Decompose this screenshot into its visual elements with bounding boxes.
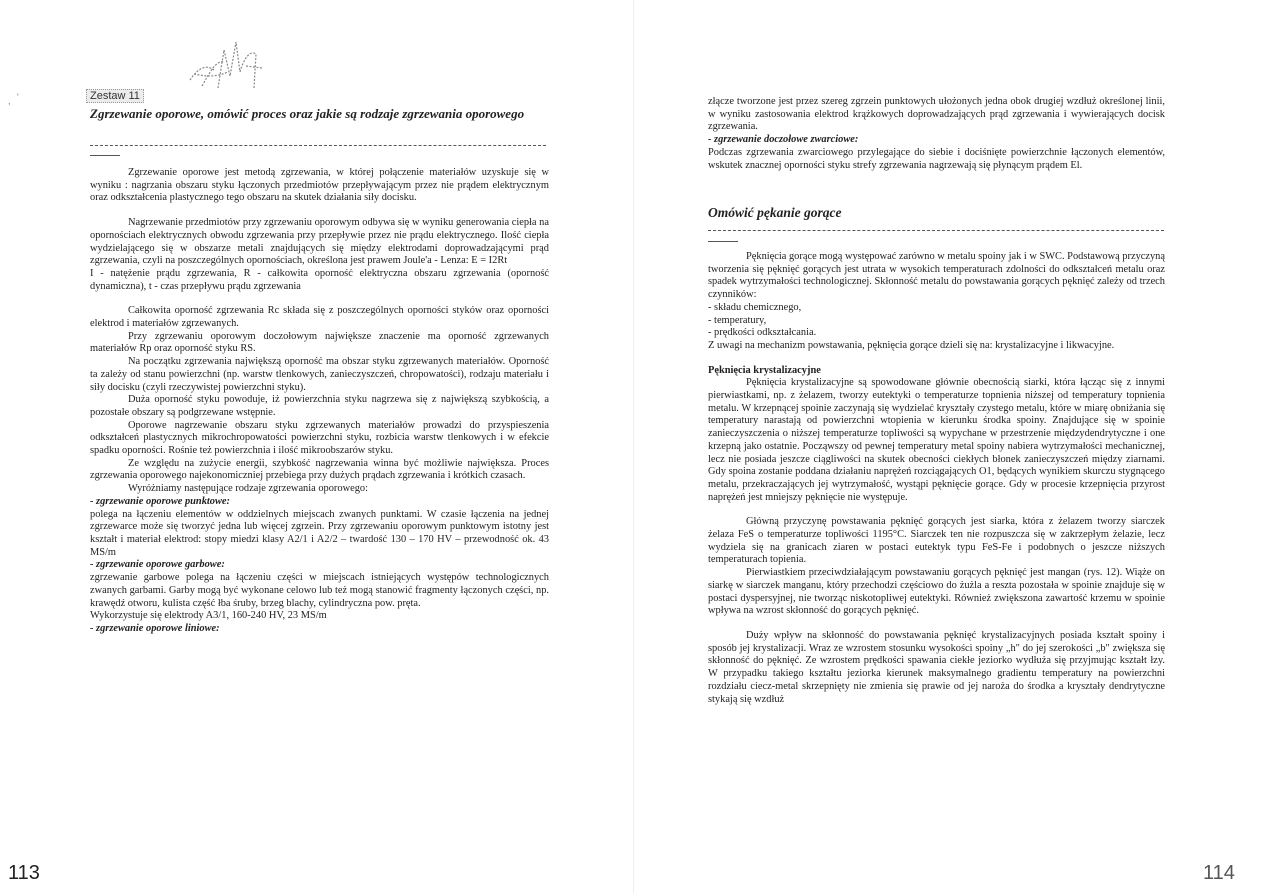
paragraph: polega na łączeniu elementów w oddzielnych miejscach zwanych punktami. W czasie łączenia na jednej zgrzewarce może się tworzyć jedna lub więcej zgrzein. Przy zgrzewaniu oporowym punktowym istotny jest kształt i materiał elektrod: stopy miedzi klasy A2/1 i A2/2 – twardość 130 – 170 HV – przewodność ok. 43 MS/m bbox=[90, 508, 549, 558]
subheading-garbowe: - zgrzewanie oporowe garbowe: bbox=[90, 559, 225, 571]
page-heading: Zgrzewanie oporowe, omówić proces oraz jakie są rodzaje zgrzewania oporowego bbox=[90, 106, 525, 121]
page-number-right: 114 bbox=[1203, 862, 1235, 884]
short-rule bbox=[708, 241, 738, 242]
paragraph: Duża oporność styku powoduje, iż powierzchnia styku nagrzewa się z największą szybkością, a pozostałe obszary są podgrzewane wstępnie. bbox=[90, 394, 549, 418]
list-item: - prędkości odkształcania. bbox=[708, 327, 817, 339]
short-rule bbox=[90, 155, 120, 156]
subheading-liniowe: - zgrzewanie oporowe liniowe: bbox=[90, 622, 220, 634]
set-label: Zestaw 11 bbox=[86, 89, 144, 103]
paragraph: Pęknięcia krystalizacyjne są spowodowane głównie obecnością siarki, która łącząc się z innymi pierwiastkami, np. z żelazem, tworzy eutektyki o temperaturze topnienia niższej od temperatury topnienia metalu. W krzepnącej spoinie zaczynają się wydzielać kryształy czystego metalu, które w miarę obniżania się temperatury narastają od powierzchni wtopienia w kierunku środka spoiny. Znajdujące się w spoinie zanieczyszczenia o niższej temperaturze topliwości są wypychane w przestrzenie międzydendrytyczne i one krzepną jako ostatnie. Począwszy od pewnej temperatury metal spoiny nabiera wytrzymałości mechanicznej, lecz nie posiada jeszcze ciągliwości na skutek obecności ciekłych błonek zanieczyszczeń między ziarnami. Gdy spoina zostanie poddana działaniu naprężeń rozciągających O1, będących wynikiem skurczu stygnącego metalu, przekraczających jej wytrzymałość, wystąpi pęknięcie gorące. Gdy w procesie krzepnięcia przyrost naprężeń jest mniejszy pęknięcie nie występuje. bbox=[708, 377, 1165, 503]
subsection-title: Pęknięcia krystalizacyjne bbox=[708, 364, 821, 376]
paragraph: Z uwagi na mechanizm powstawania, pęknięcia gorące dzieli się na: krystalizacyjne i likwacyjne. bbox=[708, 339, 1115, 351]
list-item: - temperatury, bbox=[708, 314, 767, 326]
subheading-doczolowe: - zgrzewanie doczołowe zwarciowe: bbox=[708, 134, 859, 146]
paragraph: Wykorzystuje się elektrody A3/1, 160-240 HV, 23 MS/m bbox=[90, 610, 327, 622]
paragraph: złącze tworzone jest przez szereg zgrzein punktowych ułożonych jedna obok drugiej wzdłuż określonej linii, w wyniku zastosowania elektrod krążkowych doprowadzających prąd zgrzewania i wywierających docisk zgrzewania. bbox=[708, 96, 1165, 133]
subheading-punktowe: - zgrzewanie oporowe punktowe: bbox=[90, 495, 230, 507]
scan-mark: , bbox=[8, 96, 11, 106]
paragraph: Przy zgrzewaniu oporowym doczołowym największe znaczenie ma oporność zgrzewanych materiałów Rp oraz oporność styku RS. bbox=[90, 330, 549, 355]
right-top-column bbox=[708, 96, 1165, 172]
page-number-left: 113 bbox=[8, 862, 40, 884]
paragraph: Na początku zgrzewania największą oporność ma obszar styku zgrzewanych materiałów. Oporność ta zależy od stanu powierzchni (np. warstw tlenkowych, zanieczyszczeń, chropowatości), rodzaju materiału i siły docisku (czyli rzeczywistej powierzchni styku). bbox=[90, 356, 549, 393]
paragraph: Główną przyczynę powstawania pęknięć gorących jest siarka, która z żelazem tworzy siarczek żelaza FeS o temperaturze topliwości 1195°C. Siarczek ten nie rozpuszcza się w zakrzepłym żelazie, lecz wydziela się na granicach ziaren w postaci eutektyk typu FeS-Fe i podobnych o jeszcze niższych temperaturach topienia. bbox=[708, 516, 1165, 566]
paragraph: Pierwiastkiem przeciwdziałającym powstawaniu gorących pęknięć jest mangan (rys. 12). Wiąże on siarkę w siarczek manganu, który przechodzi częściowo do żużla a reszta pozostała w spoinie znajduje się w postaci dyspersyjnej, nie tworząc niskotopliwej eutektyki. Również zwiększona zawartość krzemu w spoinie wpływa na wzrost skłonność do gorących pęknięć. bbox=[708, 567, 1165, 617]
left-text-column bbox=[90, 167, 549, 636]
dashed-rule bbox=[708, 230, 1164, 231]
paragraph: Oporowe nagrzewanie obszaru styku zgrzewanych materiałów prowadzi do przyspieszenia odkształceń plastycznych mikrochropowatości powierzchni styku, rozbicia warstw tlenkowych i w efekcie spadku oporności. Rośnie też powierzchnia i ilość mikroobszarów styku. bbox=[90, 419, 549, 457]
paragraph: Wyróżniamy następujące rodzaje zgrzewania oporowego: bbox=[128, 483, 368, 495]
paragraph: Całkowita oporność zgrzewania Rc składa się z poszczególnych oporności styków oraz oporności elektrod i materiałów zgrzewanych. bbox=[90, 305, 549, 330]
paragraph: Ze względu na zużycie energii, szybkość nagrzewania winna być możliwie największa. Proces zgrzewania oporowego najekonomiczniej przebiega przy dużych prądach zgrzewania i krótkich czasach. bbox=[90, 457, 549, 482]
paragraph: Zgrzewanie oporowe jest metodą zgrzewania, w której połączenie materiałów uzyskuje się w wyniku : nagrzania obszaru styku łączonych przedmiotów przepływającym przez nie prądem elektrycznym oraz odkształcenia plastycznego tego obszaru na skutek działania siły docisku. bbox=[90, 167, 549, 204]
paragraph: Podczas zgrzewania zwarciowego przylegające do siebie i dociśnięte powierzchnie łączonych elementów, wskutek znacznej oporności styku strefy zgrzewania nagrzewają się płynącym prądem El. bbox=[708, 146, 1165, 171]
paragraph: Nagrzewanie przedmiotów przy zgrzewaniu oporowym odbywa się w wyniku generowania ciepła na opornościach elektrycznych obwodu zgrzewania przy przepływie przez nie prądu elektrycznego. Ilość ciepła wydzielającego się w obszarze metali znajdujących się między elektrodami doprowadzającymi prąd zgrzewania, czyli na poszczególnych opornościach, określona jest prawem Joule'a - Lenza: E = I2Rt bbox=[90, 217, 549, 267]
dashed-rule bbox=[90, 145, 546, 146]
paragraph: Pęknięcia gorące mogą występować zarówno w metalu spoiny jak i w SWC. Podstawową przyczyną tworzenia się pęknięć gorących jest utrata w wysokich temperaturach zdolności do odkształceń metalu oraz spadek wytrzymałości technologicznej. Skłonność metalu do powstawania gorących pęknięć zależy od trzech czynników: bbox=[708, 251, 1165, 301]
paragraph: zgrzewanie garbowe polega na łączeniu części w miejscach istniejących występów technologicznych zwanych garbami. Garby mogą być wykonane celowo lub też mogą stanowić fragmenty łączonych części, np. krawędź otworu, kulista część łba śruby, brzeg blachy, cylindryczna pow. pręta. bbox=[90, 572, 549, 609]
scan-mark: ' bbox=[17, 92, 19, 102]
handwritten-scribble bbox=[184, 28, 269, 103]
right-text-column bbox=[708, 251, 1165, 706]
paragraph: Duży wpływ na skłonność do powstawania pęknięć krystalizacyjnych posiada kształt spoiny i sposób jej krystalizacji. Wraz ze wzrostem stosunku wysokości spoiny „h" do jej szerokości „b" zwiększa się skłonność do pęknięć. Ze wzrostem prędkości spawania ciekłe jeziorko wydłuża się przyjmując kształt łzy. W przypadku takiego kształtu jeziorka kierunek maksymalnego gradientu temperatury na powierzchni rozdziału ciecz-metal skrzepnięty nie zmienia się prawie od jej naroża do środka a kryształy dendrytyczne stykają się wzdłuż bbox=[708, 629, 1165, 705]
paragraph: I - natężenie prądu zgrzewania, R - całkowita oporność elektryczna obszaru zgrzewania (oporność dynamiczna), t - czas przepływu prądu zgrzewania bbox=[90, 267, 549, 292]
list-item: - składu chemicznego, bbox=[708, 301, 802, 313]
section-heading: Omówić pękanie gorące bbox=[708, 205, 842, 220]
